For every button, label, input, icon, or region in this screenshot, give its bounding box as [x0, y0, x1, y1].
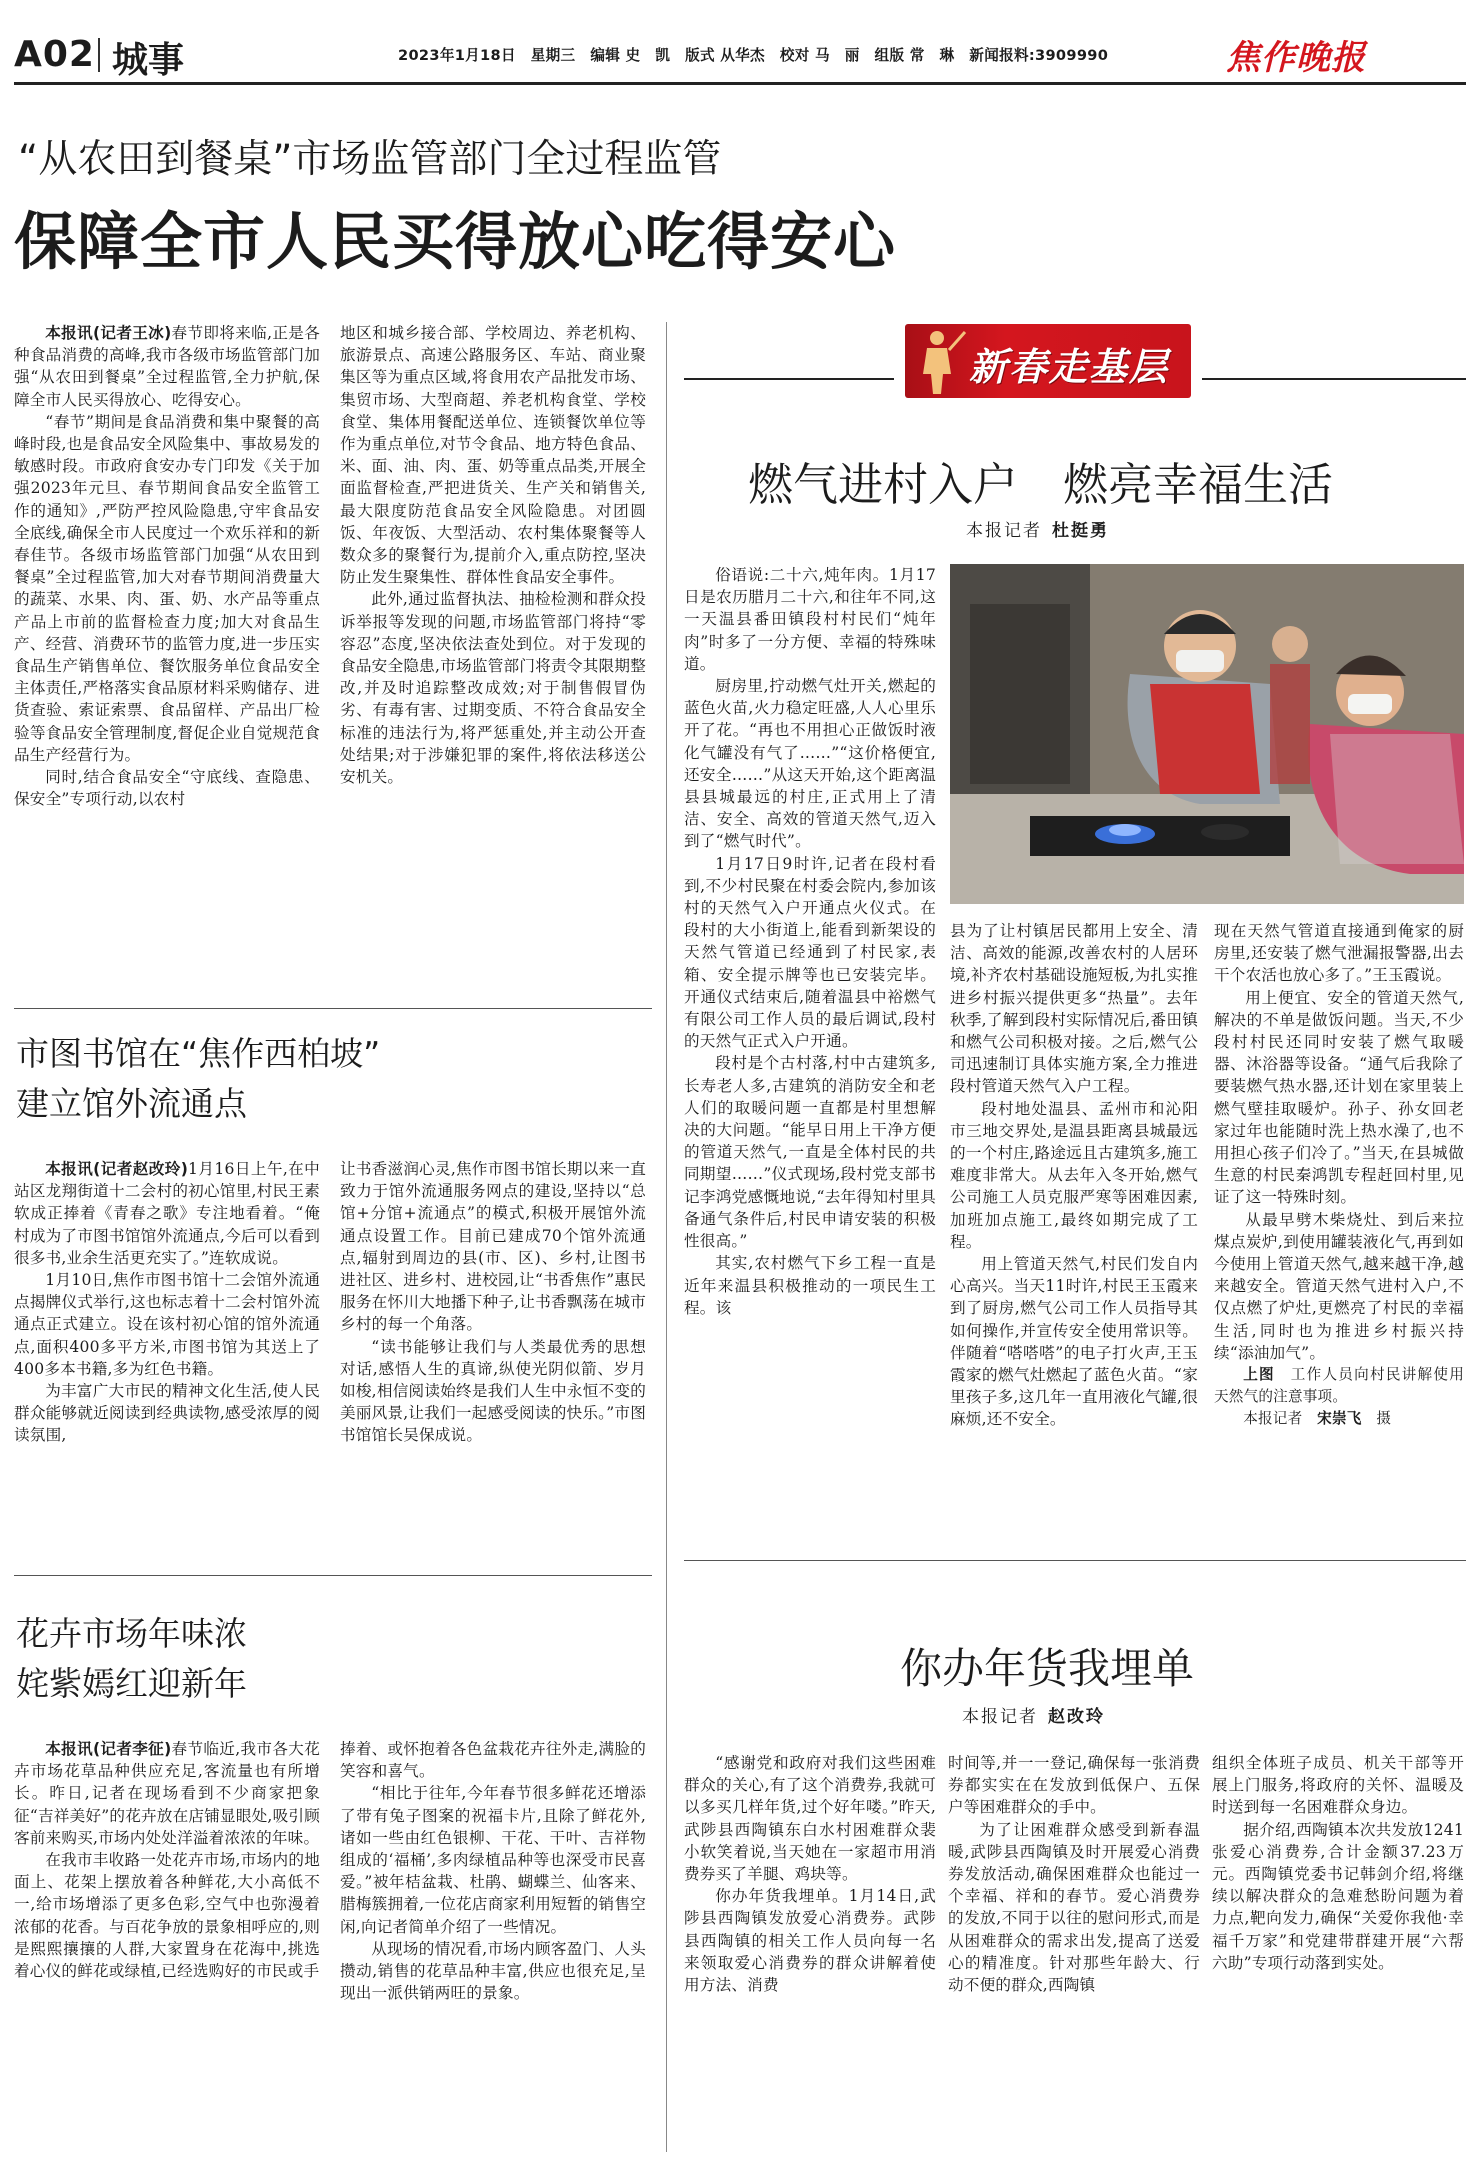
paragraph: 本报讯(记者李征)春节临近,我市各大花卉市场花草品种供应充足,客流量也有所增长。昨日,记者在现场看到不少商家把象征“吉祥美好”的花卉放在店铺显眼处,吸引顾客前来购买,市场内处处洋溢着浓浓的年味。: [14, 1740, 320, 1847]
lead-kicker: “从农田到餐桌”市场监管部门全过程监管: [18, 137, 722, 182]
paragraph: 地区和城乡接合部、学校周边、养老机构、旅游景点、高速公路服务区、车站、商业聚集区等为重点区域,将食用农产品批发市场、集贸市场、大型商超、养老机构食堂、学校食堂、集体用餐配送单位、连锁餐饮单位等作为重点单位,对节令食品、地方特色食品、米、面、油、肉、蛋、奶等重点品类,开展全面监督检查,严把进货关、生产关和销售关,最大限度防范食品安全风险隐患。对团圆饭、年夜饭、大型活动、农村集体聚餐等人数众多的聚餐行为,提前介入,重点防控,坚决防止发生聚集性、群体性食品安全事件。: [340, 324, 646, 587]
reporter-name: 杜挺勇: [1052, 521, 1109, 541]
paragraph: “感谢党和政府对我们这些困难群众的关心,有了这个消费券,我就可以多买几样年货,过个好年喽。”昨天,武陟县西陶镇东白水村困难群众裴小软笑着说,当天她在一家超市用消费券买了羊腿、鸡块等。: [684, 1754, 936, 1884]
paragraph: 你办年货我埋单。1月14日,武陟县西陶镇发放爱心消费券。武陟县西陶镇的相关工作人员向每一名来领取爱心消费券的群众讲解着使用方法、消费: [684, 1887, 936, 1995]
paragraph: 段村地处温县、孟州市和沁阳市三地交界处,是温县距离县城最远的一个村庄,路途远且古建筑多,施工难度非常大。从去年入冬开始,燃气公司施工人员克服严寒等困难因素,加班加点施工,最终如期完成了工程。: [950, 1099, 1198, 1251]
lead-col-1: [14, 322, 320, 810]
banner-text: 新春走基层: [969, 345, 1170, 389]
dateline: 本报讯(记者王冰): [45, 324, 172, 342]
page-number: A02: [14, 34, 95, 75]
paragraph: 本报讯(记者王冰)春节即将来临,正是各种食品消费的高峰,我市各级市场监管部门加强“从农田到餐桌”全过程监管,全力护航,保障全市人民买得放心、吃得安心。: [14, 324, 320, 409]
goods-col-1: [684, 1752, 936, 1996]
library-headline-2: 建立馆外流通点: [16, 1084, 247, 1123]
paragraph: “春节”期间是食品消费和集中聚餐的高峰时段,也是食品安全风险集中、事故易发的敏感时段。市政府食安办专门印发《关于加强2023年元旦、春节期间食品安全监管工作的通知》,严防严控风险隐患,守牢食品安全底线,确保全市人民度过一个欢乐祥和的新春佳节。各级市场监管部门加强“从农田到餐桌”全过程监管,加大对春节期间消费量大的蔬菜、水果、肉、蛋、奶、水产品等重点产品上市前的监督检查力度;加大对食品生产、经营、消费环节的监管力度,进一步压实食品生产销售单位、餐饮服务单位食品安全主体责任,严格落实食品原材料采购储存、进货查验、索证索票、食品留样、产品出厂检验等食品安全管理制度,督促企业自觉规范食品生产经营行为。: [14, 412, 320, 764]
paragraph: 用上便宜、安全的管道天然气,解决的不单是做饭问题。当天,不少段村村民还同时安装了燃气取暖器、沐浴器等设备。“通气后我除了要装燃气热水器,还计划在家里装上燃气壁挂取暖炉。孙子、孙女回老家过年也能随时洗上热水澡了,也不用担心孩子们冷了。”当天,在县城做生意的村民秦鸿凯专程赶回村里,见证了这一特殊时刻。: [1214, 988, 1464, 1207]
dateline: 本报讯(记者赵改玲): [45, 1160, 189, 1178]
news-photo: [950, 564, 1464, 904]
paragraph: “读书能够让我们与人类最优秀的思想对话,感悟人生的真谛,纵使光阴似箭、岁月如梭,相信阅读始终是我们人生中永恒不变的美丽风景,让我们一起感受阅读的快乐。”市图书馆馆长吴保成说。: [340, 1337, 646, 1445]
photo-illustration: [950, 564, 1464, 904]
divider: [684, 1560, 1466, 1561]
flower-headline-2: 姹紫嫣红迎新年: [16, 1664, 247, 1703]
section-banner: [905, 324, 1191, 398]
paragraph: 俗语说:二十六,炖年肉。1月17日是农历腊月二十六,和往年不同,这一天温县番田镇段村村民们“炖年肉”时多了一分方便、幸福的特殊味道。: [684, 566, 936, 673]
gas-headline: 燃气进村入户 燃亮幸福生活: [748, 458, 1334, 511]
paragraph: 从现场的情况看,市场内顾客盈门、人头攒动,销售的花草品种丰富,供应也很充足,呈现出一派供销两旺的景象。: [340, 1939, 646, 2003]
gas-byline: 本报记者 杜挺勇: [966, 521, 1109, 541]
header-date-line: 2023年1月18日 星期三 编辑 史 凯 版式 从华杰 校对 马 丽 组版 常 琳 新闻报料:3909990: [398, 47, 1109, 64]
paragraph: 厨房里,拧动燃气灶开关,燃起的蓝色火苗,火力稳定旺盛,人人心里乐开了花。“再也不用担心正做饭时液化气罐没有气了……”“这价格便宜,还安全……”从这天开始,这个距离温县县城最远的村庄,正式用上了清洁、安全、高效的管道天然气,迈入到了“燃气时代”。: [684, 677, 936, 851]
banner-rule: [1202, 378, 1466, 380]
banner-rule: [684, 378, 894, 380]
gas-col-1: [684, 564, 936, 1319]
section-title: 城事: [112, 40, 185, 81]
paragraph: 时间等,并一一登记,确保每一张消费券都实实在在发放到低保户、五保户等困难群众的手中。: [948, 1754, 1200, 1817]
divider: [14, 1008, 652, 1009]
paragraph: 段村是个古村落,村中古建筑多,长寿老人多,古建筑的消防安全和老人们的取暖问题一直都是村里想解决的大问题。“能早日用上干净方便的管道天然气,一直是全体村民的共同期望……”仪式现场,段村党支部书记李鸿党感慨地说,“去年得知村里具备通气条件后,村民申请安装的积极性很高。”: [684, 1054, 936, 1251]
newspaper-logo: 焦作晚报: [1226, 38, 1366, 78]
paragraph: 同时,结合食品安全“守底线、查隐患、保安全”专项行动,以农村: [14, 768, 320, 809]
paragraph: 现在天然气管道直接通到俺家的厨房里,还安装了燃气泄漏报警器,出去干个农活也放心多了。”王玉霞说。: [1214, 922, 1464, 985]
paragraph: 让书香滋润心灵,焦作市图书馆长期以来一直致力于馆外流通服务网点的建设,坚持以“总馆+分馆+流通点”的模式,积极开展馆外流通点设置工作。目前已建成70个馆外流通点,辐射到周边的县(市、区)、乡村,让图书进社区、进乡村、进校园,让“书香焦作”惠民服务在怀川大地播下种子,让书香飘荡在城市乡村的每一个角落。: [340, 1160, 646, 1334]
library-col-1: [14, 1158, 320, 1447]
lead-headline: 保障全市人民买得放心吃得安心: [14, 205, 897, 278]
photo-credit: 本报记者 宋崇飞 摄: [1243, 1410, 1392, 1428]
library-col-2: [340, 1158, 646, 1447]
flower-headline-1: 花卉市场年味浓: [16, 1614, 247, 1653]
column-rule: [666, 322, 667, 2152]
paragraph: 组织全体班子成员、机关干部等开展上门服务,将政府的关怀、温暖及时送到每一名困难群众身边。: [1212, 1754, 1464, 1817]
paragraph: 其实,农村燃气下乡工程一直是近年来温县积极推动的一项民生工程。该: [684, 1254, 936, 1317]
paragraph: 1月10日,焦作市图书馆十二会馆外流通点揭牌仪式举行,这也标志着十二会村馆外流通点正式建立。设在该村初心馆的馆外流通点,面积400多平方米,市图书馆为其送上了400多本书籍,多为红色书籍。: [14, 1271, 320, 1378]
gas-col-3: [1214, 920, 1464, 1431]
paragraph: “相比于往年,今年春节很多鲜花还增添了带有兔子图案的祝福卡片,且除了鲜花外,诸如一些由红色银柳、干花、干叶、吉祥物组成的‘福桶’,多肉绿植品种等也深受市民喜爱。”被年桔盆栽、杜鹃、蝴蝶兰、仙客来、腊梅簇拥着,一位花店商家利用短暂的销售空闲,向记者简单介绍了一些情况。: [340, 1784, 646, 1936]
flower-col-1: [14, 1738, 320, 1982]
header-divider: [98, 38, 100, 72]
goods-headline: 你办年货我埋单: [900, 1644, 1195, 1693]
library-headline-1: 市图书馆在“焦作西柏坡”: [16, 1034, 381, 1073]
photo-caption: 上图 工作人员向村民讲解使用天然气的注意事项。: [1214, 1366, 1465, 1406]
paragraph: 此外,通过监督执法、抽检检测和群众投诉举报等发现的问题,市场监管部门将持“零容忍”态度,坚决依法查处到位。对于发现的食品安全隐患,市场监管部门将责令其限期整改,并及时追踪整改成效;对于制售假冒伪劣、有毒有害、过期变质、不符合食品安全标准的违法行为,将严惩重处,并主动公开查处结果;对于涉嫌犯罪的案件,将依法移送公安机关。: [340, 590, 646, 787]
paragraph: 捧着、或怀抱着各色盆栽花卉往外走,满脸的笑容和喜气。: [340, 1740, 646, 1781]
divider: [14, 1575, 652, 1576]
paragraph: 1月17日9时许,记者在段村看到,不少村民聚在村委会院内,参加该村的天然气入户开通点火仪式。在段村的大小街道上,能看到新架设的天然气管道已经通到了村民家,表箱、安全提示牌等也已安装完毕。开通仪式结束后,随着温县中裕燃气有限公司工作人员的最后调试,段村的天然气正式入户开通。: [684, 854, 936, 1051]
figure-icon: [913, 324, 973, 398]
paragraph: 用上管道天然气,村民们发自内心高兴。当天11时许,村民王玉霞来到了厨房,燃气公司工作人员指导其如何操作,并宣传安全使用常识等。伴随着“嗒嗒嗒”的电子打火声,王玉霞家的燃气灶燃起了蓝色火苗。“家里孩子多,这几年一直用液化气罐,很麻烦,还不安全。: [950, 1255, 1198, 1429]
paragraph: 在我市丰收路一处花卉市场,市场内的地面上、花架上摆放着各种鲜花,大小高低不一,给市场增添了更多色彩,空气中也弥漫着浓郁的花香。与百花争放的景象相呼应的,则是熙熙攘攘的人群,大家置身在花海中,挑选着心仪的鲜花或绿植,已经选购好的市民或手: [14, 1851, 320, 1981]
flower-col-2: [340, 1738, 646, 2004]
reporter-name: 赵改玲: [1048, 1707, 1105, 1727]
paragraph: 为丰富广大市民的精神文化生活,使人民群众能够就近阅读到经典读物,感受浓厚的阅读氛围,: [14, 1382, 320, 1445]
goods-byline: 本报记者 赵改玲: [962, 1707, 1105, 1727]
paragraph: 据介绍,西陶镇本次共发放1241张爱心消费券,合计金额37.23万元。西陶镇党委书记韩剑介绍,将继续以解决群众的急难愁盼问题为着力点,靶向发力,确保“关爱你我他·幸福千万家”和党建带群建开展“六帮六助”专项行动落到实处。: [1212, 1820, 1464, 1972]
header-rule: [14, 82, 1466, 85]
lead-col-2: [340, 322, 646, 788]
goods-col-3: [1212, 1752, 1464, 1974]
paragraph: 县为了让村镇居民都用上安全、清洁、高效的能源,改善农村的人居环境,补齐农村基础设施短板,为扎实推进乡村振兴提供更多“热量”。去年秋季,了解到段村实际情况后,番田镇和燃气公司积极对接。之后,燃气公司迅速制订具体实施方案,全力推进段村管道天然气入户工程。: [950, 922, 1198, 1096]
paragraph: 从最早劈木柴烧灶、到后来拉煤点炭炉,到使用罐装液化气,再到如今使用上管道天然气,越来越干净,越来越安全。管道天然气进村入户,不仅点燃了炉灶,更燃亮了村民的幸福生活,同时也为推进乡村振兴持续“添油加气”。: [1214, 1210, 1464, 1362]
goods-col-2: [948, 1752, 1200, 1996]
dateline: 本报讯(记者李征): [45, 1740, 172, 1758]
gas-col-2: [950, 920, 1198, 1431]
paragraph: 本报讯(记者赵改玲)1月16日上午,在中站区龙翔街道十二会村的初心馆里,村民王素软成正捧着《青春之歌》专注地看着。“俺村成为了市图书馆馆外流通点,今后可以看到很多书,业余生活更充实了。”连软成说。: [14, 1160, 320, 1267]
paragraph: 为了让困难群众感受到新春温暖,武陟县西陶镇及时开展爱心消费券发放活动,确保困难群众也能过一个幸福、祥和的春节。爱心消费券的发放,不同于以往的慰问形式,而是从困难群众的需求出发,提高了送爱心的精准度。针对那些年龄大、行动不便的群众,西陶镇: [948, 1820, 1200, 1995]
